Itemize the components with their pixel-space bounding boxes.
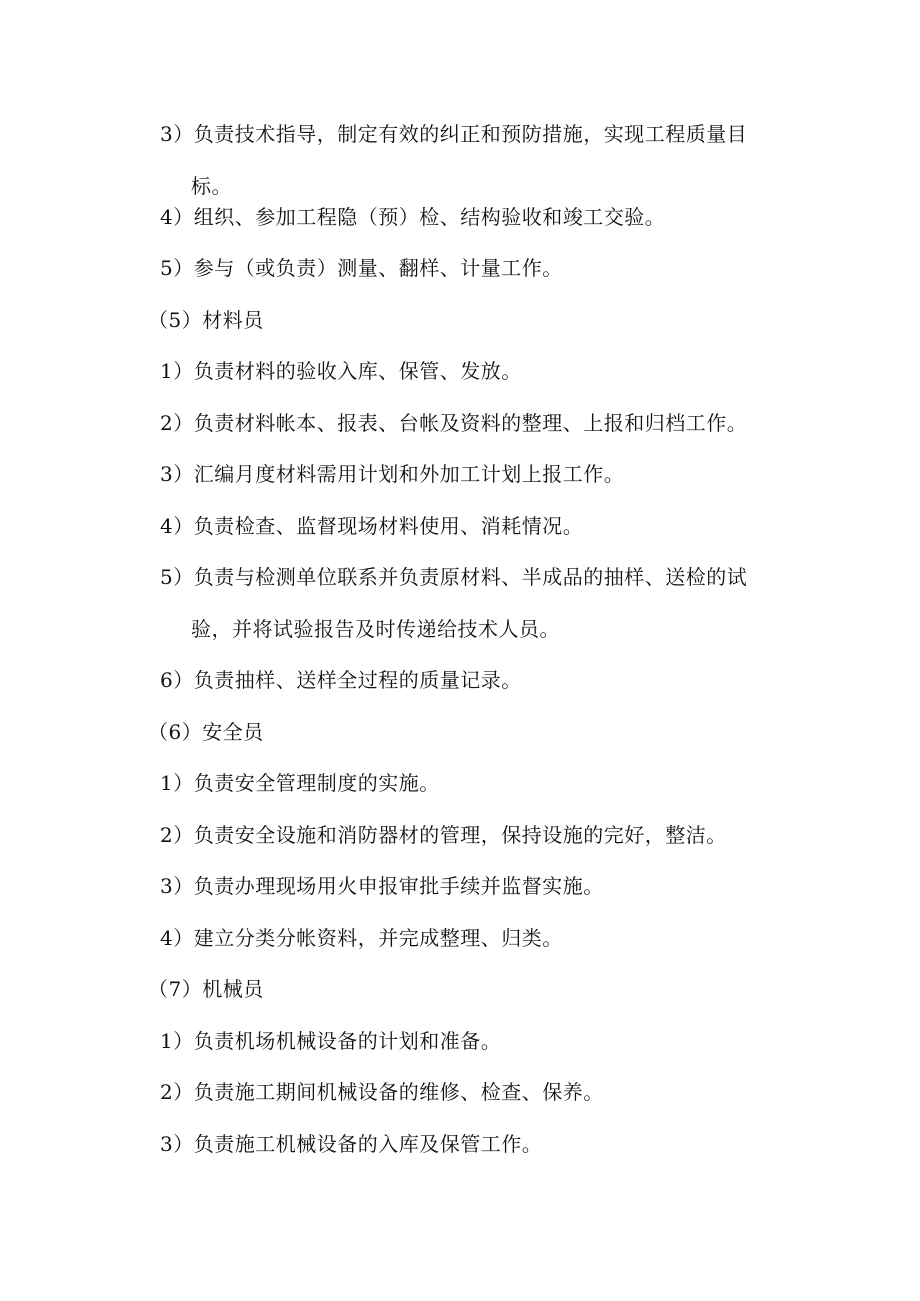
text-line: 5）参与（或负责）测量、翻样、计量工作。 bbox=[160, 256, 563, 280]
text-line: 2）负责材料帐本、报表、台帐及资料的整理、上报和归档工作。 bbox=[160, 411, 748, 435]
text-line: 4）负责检查、监督现场材料使用、消耗情况。 bbox=[160, 514, 584, 538]
text-line: 2）负责施工期间机械设备的维修、检查、保养。 bbox=[160, 1080, 604, 1104]
text-line: 4）建立分类分帐资料，并完成整理、归类。 bbox=[160, 926, 563, 950]
section-heading: （5）材料员 bbox=[148, 308, 264, 332]
text-line: 4）组织、参加工程隐（预）检、结构验收和竣工交验。 bbox=[160, 205, 666, 229]
text-line: 2）负责安全设施和消防器材的管理，保持设施的完好，整洁。 bbox=[160, 823, 727, 847]
text-line: 1）负责材料的验收入库、保管、发放。 bbox=[160, 359, 522, 383]
text-line: 1）负责安全管理制度的实施。 bbox=[160, 771, 440, 795]
text-line: 5）负责与检测单位联系并负责原材料、半成品的抽样、送检的试 bbox=[160, 565, 748, 589]
text-line: 3）负责办理现场用火申报审批手续并监督实施。 bbox=[160, 874, 604, 898]
text-line: 3）汇编月度材料需用计划和外加工计划上报工作。 bbox=[160, 462, 625, 486]
text-line: 1）负责机场机械设备的计划和准备。 bbox=[160, 1029, 502, 1053]
section-heading: （7）机械员 bbox=[148, 977, 264, 1001]
section-heading: （6）安全员 bbox=[148, 720, 264, 744]
text-line: 3）负责技术指导，制定有效的纠正和预防措施，实现工程质量目 bbox=[160, 122, 748, 146]
text-line: 验，并将试验报告及时传递给技术人员。 bbox=[191, 617, 560, 641]
text-line: 6）负责抽样、送样全过程的质量记录。 bbox=[160, 668, 522, 692]
text-line: 3）负责施工机械设备的入库及保管工作。 bbox=[160, 1132, 543, 1156]
text-line: 标。 bbox=[191, 174, 232, 198]
